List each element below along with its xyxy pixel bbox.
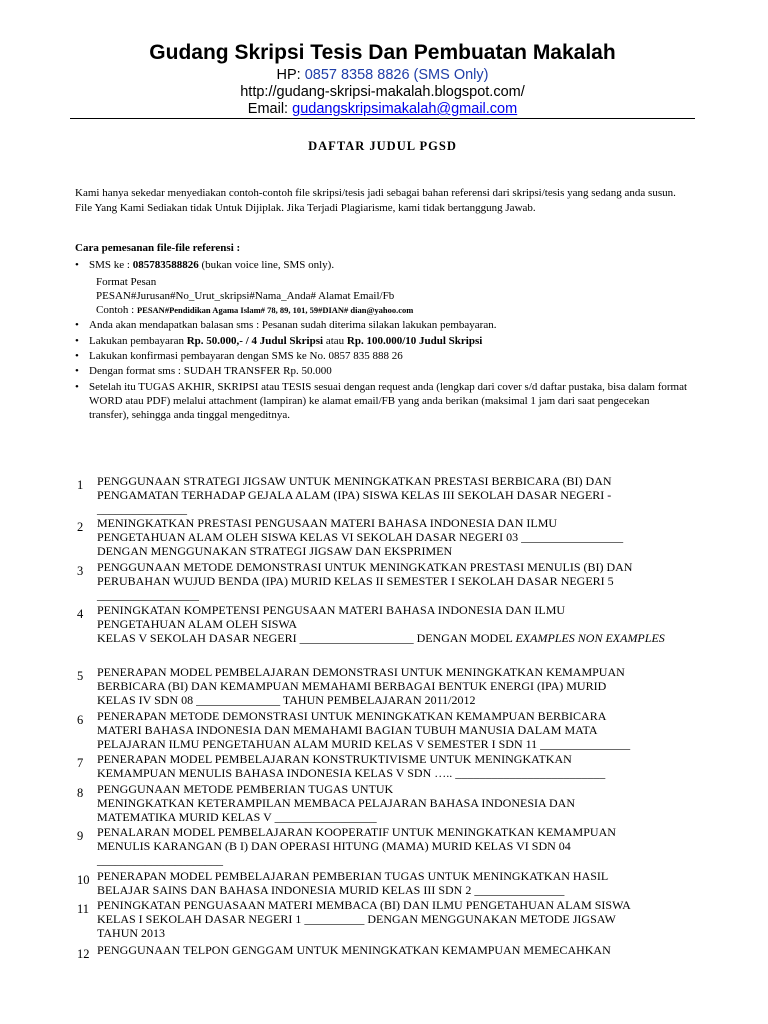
item-number: 4: [77, 607, 84, 621]
bullet-icon: •: [75, 350, 79, 362]
bullet-icon: •: [75, 259, 79, 271]
item-title: PENERAPAN MODEL PEMBELAJARAN KONSTRUKTIVISME UNTUK MENINGKATKAN KEMAMPUAN MENULIS BAHASA INDONESIA KELAS V SDN ….. _________________________: [97, 752, 606, 781]
item-number: 6: [77, 713, 84, 727]
item-title: PENINGKATAN KOMPETENSI PENGUSAAN MATERI BAHASA INDONESIA DAN ILMU PENGETAHUAN ALAM OLEH SISWA KELAS V SEKOLAH DASAR NEGERI ___________________ DENGAN MODEL EXAMPLES NON EXAMPLES: [97, 603, 665, 646]
item-number: 5: [77, 669, 84, 683]
sms-number: 085783588826: [132, 259, 199, 271]
email-line: [70, 100, 695, 118]
document-title: DAFTAR JUDUL PGSD: [308, 139, 457, 153]
email-link[interactable]: gudangskripsimakalah@gmail.com: [292, 101, 518, 117]
price-10: Rp. 100.000/10 Judul Skripsi: [346, 335, 483, 347]
email-label: Email:: [247, 101, 293, 117]
price-4: Rp. 50.000,- / 4 Judul Skripsi: [186, 335, 324, 347]
item-title: PENGGUNAAN STRATEGI JIGSAW UNTUK MENINGKATKAN PRESTASI BERBICARA (BI) DAN PENGAMATAN TERHADAP GEJALA ALAM (IPA) SISWA KELAS III SEKOLAH DASAR NEGERI - _______________: [97, 474, 612, 517]
item-number: 9: [77, 829, 84, 843]
order-instructions-title: Cara pemesanan file-file referensi :: [75, 242, 241, 254]
item-number: 11: [77, 902, 90, 916]
document-page: Gudang Skripsi Tesis Dan Pembuatan Makalah HP: 0857 8358 8826 (SMS Only) http://gudang-skripsi-makalah.blogspot.com/ Email: gudangskripsimakalah@gmail.com DAFTAR JUDUL PGSD Kami hanya sekedar menyediakan contoh-contoh file skripsi/tesis jadi sebagai bahan referensi dari skripsi/tesis yang sedang anda susun. File Yang Kami Sediakan tidak Untuk Dijiplak. Jika Terjadi Plagiarisme, kami tidak bertanggung Jawab. Cara pemesanan file-file referensi : • SMS ke : 085783588826 (bukan voice line, SMS only). Format Pesan PESAN#Jurusan#No_Urut_skripsi#Nama_Anda# Alamat Email/Fb Contoh : PESAN#Pendidikan Agama Islam# 78, 89, 101, 59#DIAN# dian@yahoo.com • Anda akan mendapatkan balasan sms : Pesanan sudah diterima silakan lakukan pembayaran. • Lakukan pembayaran Rp. 50.000,- / 4 Judul Skripsi atau Rp. 100.000/10 Judul Skripsi • Lakukan konfirmasi pembayaran dengan SMS ke No. 0857 835 888 26 • Dengan format sms : SUDAH TRANSFER Rp. 50.000 • Setelah itu TUGAS AKHIR, SKRIPSI atau TESIS sesuai dengan request anda (lengkap dari cover s/d daftar pustaka, bisa dalam format WORD atau PDF) melalui attachment (lampiran) ke alamat email/FB yang anda berikan (maksimal 1 jam dari saat pengecekan transfer), sehingga anda tinggal mengeditnya. 1 PENGGUNAAN STRATEGI JIGSAW UNTUK MENINGKATKAN PRESTASI BERBICARA (BI) DAN PENGAMATAN TERHADAP GEJALA ALAM (IPA) SISWA KELAS III SEKOLAH DASAR NEGERI - _______________ 2 MENINGKATKAN PRESTASI PENGUSAAN MATERI BAHASA INDONESIA DAN ILMU PENGETAHUAN ALAM OLEH SISWA KELAS VI SEKOLAH DASAR NEGERI 03 _________________ DENGAN MENGGUNAKAN STRATEGI JIGSAW DAN EKSPRIMEN 3 PENGGUNAAN METODE DEMONSTRASI UNTUK MENINGKATKAN PRESTASI MENULIS (BI) DAN PERUBAHAN WUJUD BENDA (IPA) MURID KELAS II SEMESTER I SEKOLAH DASAR NEGERI 5 _________________ 4 PENINGKATAN KOMPETENSI PENGUSAAN MATERI BAHASA INDONESIA DAN ILMU PENGETAHUAN ALAM OLEH SISWA KELAS V SEKOLAH DASAR NEGERI ___________________ DENGAN MODEL EXAMPLES NON EXAMPLES 5 PENERAPAN MODEL PEMBELAJARAN DEMONSTRASI UNTUK MENINGKATKAN KEMAMPUAN BERBICARA (BI) DAN KEMAMPUAN MEMAHAMI BERBAGAI BENTUK ENERGI (IPA) MURID KELAS IV SDN 08 ______________ TAHUN PEMBELAJARAN 2011/2012 6 PENERAPAN METODE DEMONSTRASI UNTUK MENINGKATKAN KEMAMPUAN BERBICARA MATERI BAHASA INDONESIA DAN MEMAHAMI BAGIAN TUBUH MANUSIA DALAM MATA PELAJARAN ILMU PENGETAHUAN ALAM MURID KELAS V SEMESTER I SDN 11 _______________ 7 PENERAPAN MODEL PEMBELAJARAN KONSTRUKTIVISME UNTUK MENINGKATKAN KEMAMPUAN MENULIS BAHASA INDONESIA KELAS V SDN ….. _________________________ 8 PENGGUNAAN METODE PEMBERIAN TUGAS UNTUK MENINGKATKAN KETERAMPILAN MEMBACA PELAJARAN BAHASA INDONESIA DAN MATEMATIKA MURID KELAS V _________________ 9 PENALARAN MODEL PEMBELAJARAN KOOPERATIF UNTUK MENINGKATKAN KEMAMPUAN MENULIS KARANGAN (B I) DAN OPERASI HITUNG (MAMA) MURID KELAS VI SDN 04 _____________________ 10 PENERAPAN MODEL PEMBELAJARAN PEMBERIAN TUGAS UNTUK MENINGKATKAN HASIL BELAJAR SAINS DAN BAHASA INDONESIA MURID KELAS III SDN 2 _______________ 11 PENINGKATAN PENGUASAAN MATERI MEMBACA (BI) DAN ILMU PENGETAHUAN ALAM SISWA KELAS I SEKOLAH DASAR NEGERI 1 __________ DENGAN MENGGUNAKAN METODE JIGSAW TAHUN 2013 12 PENGGUNAAN TELPON GENGGAM UNTUK MENINGKATKAN KEMAMPUAN MEMECAHKAN: [0, 0, 768, 1024]
item-title: PENGGUNAAN METODE PEMBERIAN TUGAS UNTUK MENINGKATKAN KETERAMPILAN MEMBACA PELAJARAN BAHASA INDONESIA DAN MATEMATIKA MURID KELAS V _________________: [97, 782, 576, 825]
sms-suffix: (bukan voice line, SMS only).: [198, 259, 335, 271]
example-line: [96, 303, 413, 317]
example-label: Contoh :: [96, 304, 137, 316]
blog-url[interactable]: http://gudang-skripsi-makalah.blogspot.com/: [240, 84, 525, 100]
bullet-icon: •: [75, 381, 79, 393]
item-number: 12: [77, 947, 90, 961]
item-title: PENGGUNAAN METODE DEMONSTRASI UNTUK MENINGKATKAN PRESTASI MENULIS (BI) DAN PERUBAHAN WUJUD BENDA (IPA) MURID KELAS II SEMESTER I SEKOLAH DASAR NEGERI 5 _________________: [97, 560, 633, 603]
bullet-icon: •: [75, 335, 79, 347]
item-number: 1: [77, 478, 84, 492]
model-name: EXAMPLES NON EXAMPLES: [515, 631, 665, 646]
header-divider: [70, 118, 695, 119]
sms-prefix: SMS ke :: [89, 259, 133, 271]
example-value: PESAN#Pendidikan Agama Islam# 78, 89, 101, 59#DIAN# dian@yahoo.com: [136, 305, 414, 315]
item-number: 3: [77, 564, 84, 578]
item-title: PENALARAN MODEL PEMBELAJARAN KOOPERATIF UNTUK MENINGKATKAN KEMAMPUAN MENULIS KARANGAN (B I) DAN OPERASI HITUNG (MAMA) MURID KELAS VI SDN 04 _____________________: [97, 825, 616, 868]
format-value: PESAN#Jurusan#No_Urut_skripsi#Nama_Anda# Alamat Email/Fb: [96, 290, 395, 302]
item-number: 2: [77, 520, 84, 534]
hp-number: 0857 8358 8826 (SMS Only): [304, 67, 489, 83]
item-number: 10: [77, 873, 90, 887]
item-title: PENERAPAN METODE DEMONSTRASI UNTUK MENINGKATKAN KEMAMPUAN BERBICARA MATERI BAHASA INDONESIA DAN MEMAHAMI BAGIAN TUBUH MANUSIA DALAM MATA PELAJARAN ILMU PENGETAHUAN ALAM MURID KELAS V SEMESTER I SDN 11 _______________: [97, 709, 631, 752]
item-title: PENERAPAN MODEL PEMBELAJARAN PEMBERIAN TUGAS UNTUK MENINGKATKAN HASIL BELAJAR SAINS DAN BAHASA INDONESIA MURID KELAS III SDN 2 _______________: [97, 869, 609, 898]
item-title: MENINGKATKAN PRESTASI PENGUSAAN MATERI BAHASA INDONESIA DAN ILMU PENGETAHUAN ALAM OLEH SISWA KELAS VI SEKOLAH DASAR NEGERI 03 _________________ DENGAN MENGGUNAKAN STRATEGI JIGSAW DAN EKSPRIMEN: [97, 516, 624, 559]
item-number: 8: [77, 786, 84, 800]
bullet-icon: •: [75, 319, 79, 331]
item-number: 7: [77, 756, 84, 770]
format-label: Format Pesan: [96, 276, 157, 288]
hp-label: HP:: [276, 67, 305, 83]
intro-paragraph: Kami hanya sekedar menyediakan contoh-contoh file skripsi/tesis jadi sebagai bahan referensi dari skripsi/tesis yang sedang anda susun. File Yang Kami Sediakan tidak Untuk Dijiplak. Jika Terjadi Plagiarisme, kami tidak bertanggung Jawab.: [75, 187, 676, 214]
item-title: PENERAPAN MODEL PEMBELAJARAN DEMONSTRASI UNTUK MENINGKATKAN KEMAMPUAN BERBICARA (BI) DAN KEMAMPUAN MEMAHAMI BERBAGAI BENTUK ENERGI (IPA) MURID KELAS IV SDN 08 ______________ TAHUN PEMBELAJARAN 2011/2012: [97, 665, 625, 708]
site-title: Gudang Skripsi Tesis Dan Pembuatan Makalah: [149, 41, 616, 64]
item-title: PENINGKATAN PENGUASAAN MATERI MEMBACA (BI) DAN ILMU PENGETAHUAN ALAM SISWA KELAS I SEKOLAH DASAR NEGERI 1 __________ DENGAN MENGGUNAKAN METODE JIGSAW TAHUN 2013: [97, 898, 631, 941]
hp-line: [70, 66, 695, 84]
bullet-icon: •: [75, 365, 79, 377]
item-title: PENGGUNAAN TELPON GENGGAM UNTUK MENINGKATKAN KEMAMPUAN MEMECAHKAN: [97, 943, 611, 957]
